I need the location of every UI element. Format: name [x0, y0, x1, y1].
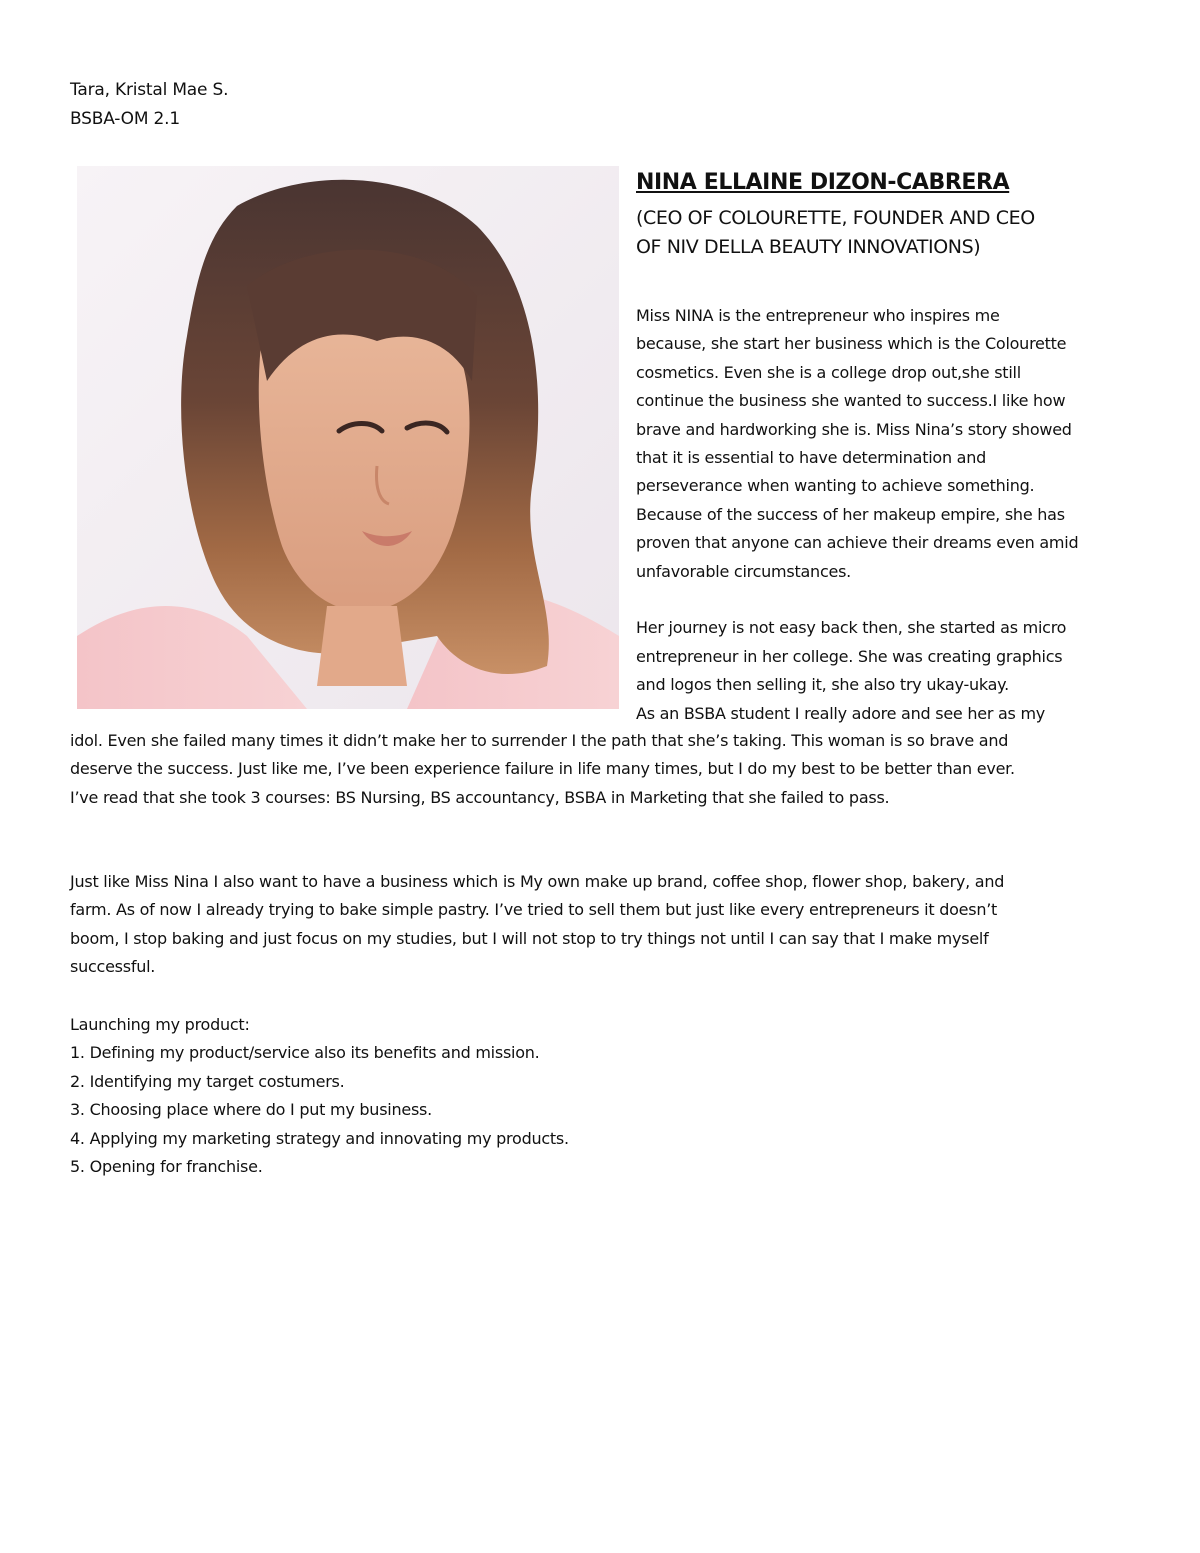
biography-paragraph [636, 614, 1181, 728]
text-line: deserve the success. Just like me, I’ve been experience failure in life many times, but I do my best to be better than ever. [70, 759, 1015, 779]
text-line: I’ve read that she took 3 courses: BS Nursing, BS accountancy, BSBA in Marketing that she failed to pass. [70, 787, 890, 807]
text-line: brave and hardworking she is. Miss Nina’s story showed [636, 419, 1072, 439]
text-line: successful. [70, 957, 156, 977]
subject-heading [636, 168, 1176, 262]
subject-role [636, 204, 1176, 262]
text-line: that it is essential to have determination and [636, 448, 987, 468]
author-info [70, 76, 228, 134]
text-line: entrepreneur in her college. She was creating graphics [636, 646, 1063, 666]
list-item: 2. Identifying my target costumers. [70, 1071, 345, 1091]
text-line: perseverance when wanting to achieve something. [636, 476, 1035, 496]
subject-role-line: OF NIV DELLA BEAUTY INNOVATIONS) [636, 236, 981, 258]
launch-steps-list [70, 1011, 1130, 1181]
list-heading: Launching my product: [70, 1015, 250, 1034]
text-line: As an BSBA student I really adore and see her as my [636, 703, 1046, 723]
text-line: boom, I stop baking and just focus on my studies, but I will not stop to try things not until I can say that I make myself [70, 928, 989, 948]
portrait-photo [77, 166, 619, 709]
subject-role-line: (CEO OF COLOURETTE, FOUNDER AND CEO [636, 207, 1035, 229]
author-section: BSBA-OM 2.1 [70, 109, 180, 129]
text-line: Because of the success of her makeup empire, she has [636, 504, 1065, 524]
paragraph-gap [636, 586, 1181, 614]
text-line: farm. As of now I already trying to bake simple pastry. I’ve tried to sell them but just like every entrepreneurs it doesn’t [70, 900, 998, 920]
list-item: 4. Applying my marketing strategy and innovating my products. [70, 1128, 569, 1148]
text-line: Her journey is not easy back then, she started as micro [636, 618, 1067, 638]
text-line: continue the business she wanted to success.I like how [636, 391, 1066, 411]
text-line: Miss NINA is the entrepreneur who inspires me [636, 306, 1000, 325]
list-item: 5. Opening for franchise. [70, 1157, 263, 1177]
business-plans-paragraph [70, 868, 1130, 982]
biography-column [636, 302, 1181, 728]
text-line: and logos then selling it, she also try ukay-ukay. [636, 675, 1009, 695]
biography-continuation [70, 727, 1130, 812]
list-item: 1. Defining my product/service also its benefits and mission. [70, 1043, 540, 1063]
list-item: 3. Choosing place where do I put my business. [70, 1100, 432, 1120]
biography-paragraph [636, 302, 1181, 586]
text-line: Just like Miss Nina I also want to have a business which is My own make up brand, coffee shop, flower shop, bakery, and [70, 872, 1005, 891]
text-line: idol. Even she failed many times it didn’t make her to surrender I the path that she’s taking. This woman is so brave and [70, 731, 1009, 750]
text-line: because, she start her business which is the Colourette [636, 334, 1067, 354]
text-line: cosmetics. Even she is a college drop out,she still [636, 362, 1021, 382]
text-line: unfavorable circumstances. [636, 561, 851, 581]
author-name: Tara, Kristal Mae S. [70, 80, 229, 100]
subject-name: NINA ELLAINE DIZON-CABRERA [636, 170, 1010, 195]
text-line: proven that anyone can achieve their dreams even amid [636, 533, 1079, 553]
